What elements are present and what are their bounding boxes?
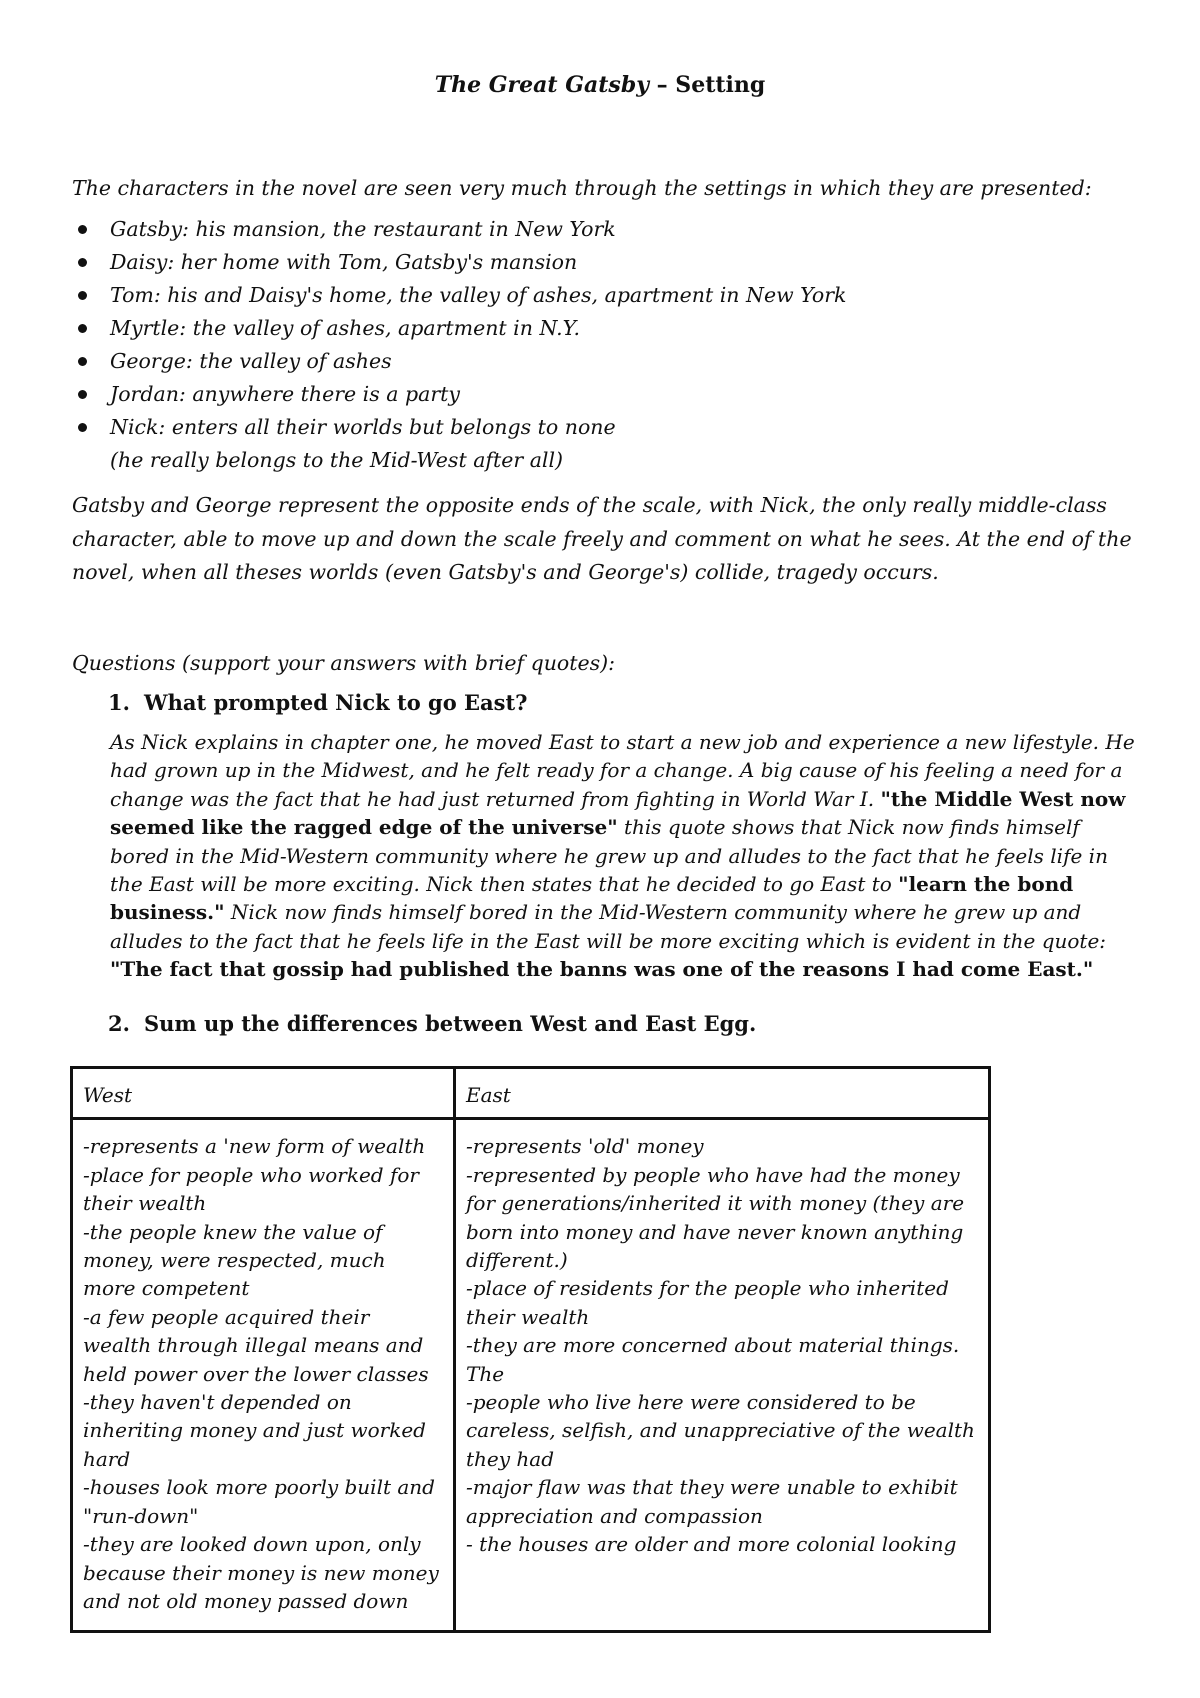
list-item: Myrtle: the valley of ashes, apartment in N.Y. — [72, 312, 1132, 345]
table-cell-line: -they are looked down upon, only because their money is new money and not old money passed down — [83, 1532, 439, 1613]
list-item: Nick: enters all their worlds but belongs to none — [72, 411, 1132, 444]
summary-paragraph: Gatsby and George represent the opposite ends of the scale, with Nick, the only really middle-class character, able to move up and down the scale freely and comment on what he sees. At the end of the novel, when all theses worlds (even Gatsby's and George's) collide, tragedy occurs. — [72, 493, 1132, 584]
list-item-continuation: (he really belongs to the Mid-West after all) — [110, 448, 564, 472]
east-cell — [455, 1119, 990, 1632]
table-cell-line: -they haven't depended on inheriting money and just worked hard — [83, 1390, 426, 1471]
table-header-row — [72, 1068, 990, 1119]
table-cell-line: -the people knew the value of money, were respected, much more competent — [83, 1219, 386, 1301]
quote: "the Middle West now seemed like the ragged edge of the universe" — [110, 786, 1126, 840]
quote: "The fact that gossip had published the banns was one of the reasons I had come East." — [110, 957, 1094, 982]
question-text: Sum up the differences between West and East Egg. — [144, 1011, 757, 1036]
bullet-icon — [78, 291, 87, 300]
page-title — [0, 72, 1200, 98]
bullet-icon — [78, 357, 87, 366]
character-setting-list — [72, 213, 1132, 477]
questions-intro: Questions (support your answers with brief quotes): — [72, 651, 616, 675]
table-cell-line: -houses look more poorly built and "run-down" — [83, 1475, 435, 1528]
title-rest: – Setting — [648, 72, 766, 98]
question-text: What prompted Nick to go East? — [144, 690, 528, 715]
table-cell-line: -major flaw was that they were unable to exhibit appreciation and compassion — [466, 1475, 958, 1528]
table-header-east: East — [455, 1068, 990, 1119]
question-number: 1. — [108, 690, 130, 715]
quote: "learn the bond business." — [110, 872, 1074, 925]
list-item: Jordan: anywhere there is a party — [72, 378, 1132, 411]
table-cell-line: -place for people who worked for their wealth — [83, 1162, 419, 1216]
west-cell — [72, 1119, 455, 1632]
table-cell-line: -represents 'old' money — [466, 1134, 704, 1159]
list-item: Tom: his and Daisy's home, the valley of ashes, apartment in New York — [72, 279, 1132, 312]
bullet-icon — [78, 258, 87, 267]
table-cell-line: -a few people acquired their wealth through illegal means and held power over the lower classes — [83, 1304, 429, 1386]
title-italic: The Great Gatsby — [434, 72, 649, 98]
question-1-answer: As Nick explains in chapter one, he moved East to start a new job and experience a new lifestyle. He had grown up in the Midwest, and he felt ready for a change. A big cause of his feeling a need for a change was the fact that he had just returned from fighting in World War I. "the Middle West now seemed like the ragged edge of the universe" this quote shows that Nick now finds himself bored in the Mid-Western community where he grew up and alludes to the fact that he feels life in the East will be more exciting. Nick then states that he decided to go East to "learn the bond business." Nick now finds himself bored in the Mid-Western community where he grew up and alludes to the fact that he feels life in the East will be more exciting which is evident in the quote: "The fact that gossip had published the banns was one of the reasons I had come East." — [110, 730, 1135, 982]
intro-text: The characters in the novel are seen very much through the settings in which they are presented: — [72, 176, 1092, 200]
list-item: Gatsby: his mansion, the restaurant in New York — [72, 213, 1132, 246]
west-east-egg-table — [70, 1066, 991, 1633]
question-2-heading — [108, 1009, 756, 1039]
table-header-west: West — [72, 1068, 455, 1119]
bullet-icon — [78, 423, 87, 432]
table-cell-line: -represented by people who have had the money for generations/inherited it with money (they are born into money and have never known anything different.) — [466, 1162, 965, 1273]
list-item: George: the valley of ashes — [72, 345, 1132, 378]
question-number: 2. — [108, 1011, 130, 1036]
table-cell-line: -place of residents for the people who inherited their wealth — [466, 1276, 949, 1329]
table-row — [72, 1119, 990, 1632]
list-item: Daisy: her home with Tom, Gatsby's mansion — [72, 246, 1132, 279]
bullet-icon — [78, 225, 87, 234]
question-1-heading — [108, 688, 527, 718]
table-cell-line: -represents a 'new form of wealth — [83, 1134, 426, 1159]
bullet-icon — [78, 390, 87, 399]
bullet-icon — [78, 324, 87, 333]
table-cell-line: -they are more concerned about material things. The — [466, 1333, 960, 1386]
table-cell-line: -people who live here were considered to be careless, selfish, and unappreciative of the wealth they had — [466, 1390, 975, 1471]
table-cell-line: - the houses are older and more colonial looking — [466, 1532, 957, 1557]
